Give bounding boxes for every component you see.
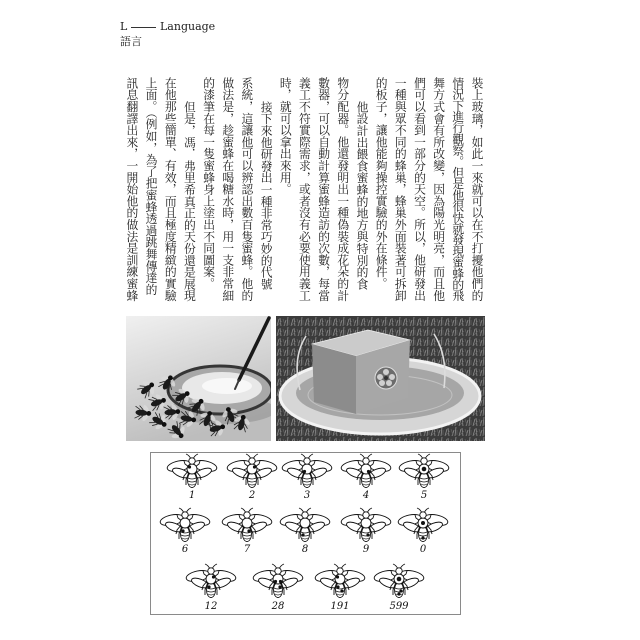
text-column-2: 情況下進行觀察。但是他很快就發現蜜蜂的飛 xyxy=(450,77,465,301)
text-column-6: 的板子，讓他能夠操控實驗的外在條件。 xyxy=(374,77,389,290)
text-column-18: 上面。（例如，為了把蜜蜂透過跳舞傳達的 xyxy=(144,77,159,296)
flower-counter-icon xyxy=(375,367,397,389)
text-column-7: 他設計出餵食蜜蜂的地方與特別的食 xyxy=(354,100,369,290)
bee-code-label: 8 xyxy=(301,544,309,555)
bee-code-label: 1 xyxy=(188,490,196,501)
text-column-14: 做法是，趁蜜蜂在喝糖水時，用一支非常細 xyxy=(220,77,235,302)
bee-marking-code-diagram xyxy=(150,452,461,615)
text-column-1: 裝上玻璃，如此一來就可以在不打擾他們的 xyxy=(470,77,484,302)
text-column-13: 系統，這讓他可以辨認出數百隻蜜蜂。他的 xyxy=(239,77,254,302)
text-column-5: 一種與眾不同的蜂巢，蜂巢外面裝著可拆卸 xyxy=(393,77,408,302)
feeder-box xyxy=(312,330,410,414)
running-header-rule xyxy=(131,27,156,28)
bee-code-label: 12 xyxy=(204,601,218,612)
text-column-4: 們可以看到一部分的天空。所以，他研發出 xyxy=(412,77,427,302)
text-column-16: 但是，馮．弗里希真正的天份還是展現 xyxy=(182,100,197,302)
text-column-12: 接下來他研發出一種非常巧妙的代號 xyxy=(259,100,274,290)
running-header-title: Language xyxy=(160,20,216,33)
text-column-8: 物分配器。他還發明出一種偽裝成花朵的計 xyxy=(335,77,350,302)
bee-code-label: 599 xyxy=(389,601,409,612)
bee-code-label: 191 xyxy=(330,601,350,612)
bee-code-label: 9 xyxy=(362,544,370,555)
running-header-chinese-title: 語言 xyxy=(120,35,142,48)
bee-code-label: 5 xyxy=(420,490,428,501)
text-column-15: 的漆筆在每一隻蜜蜂身上塗出不同圖案。 xyxy=(201,77,216,290)
photo-feeder-box-in-basin xyxy=(276,316,485,441)
bee-code-label: 28 xyxy=(271,601,285,612)
running-header-letter: L xyxy=(120,20,128,33)
bee-code-label: 3 xyxy=(303,490,311,501)
bee-code-label: 6 xyxy=(181,544,189,555)
text-column-3: 舞方式會有所改變，因為陽光明亮，而且他 xyxy=(431,77,446,302)
text-column-11: 時，就可以拿出來用。 xyxy=(278,77,293,195)
photo-bees-at-feeding-dish xyxy=(126,316,271,441)
body-text xyxy=(120,77,486,317)
text-column-10: 義工不符實際需求，或者沒有必要使用義工 xyxy=(297,77,312,302)
bee-code-label: 0 xyxy=(419,544,427,555)
bee-code-label: 2 xyxy=(248,490,256,501)
text-column-19: 訊息翻譯出來，一開始他的做法是訓練蜜蜂 xyxy=(124,77,139,302)
text-column-9: 數器，可以自動計算蜜蜂造訪的次數，每當 xyxy=(316,77,331,302)
text-column-17: 在他那些簡單、有效，而且極度精緻的實驗 xyxy=(163,77,178,302)
bee-code-label: 7 xyxy=(243,544,251,555)
bee-code-label: 4 xyxy=(362,490,370,501)
